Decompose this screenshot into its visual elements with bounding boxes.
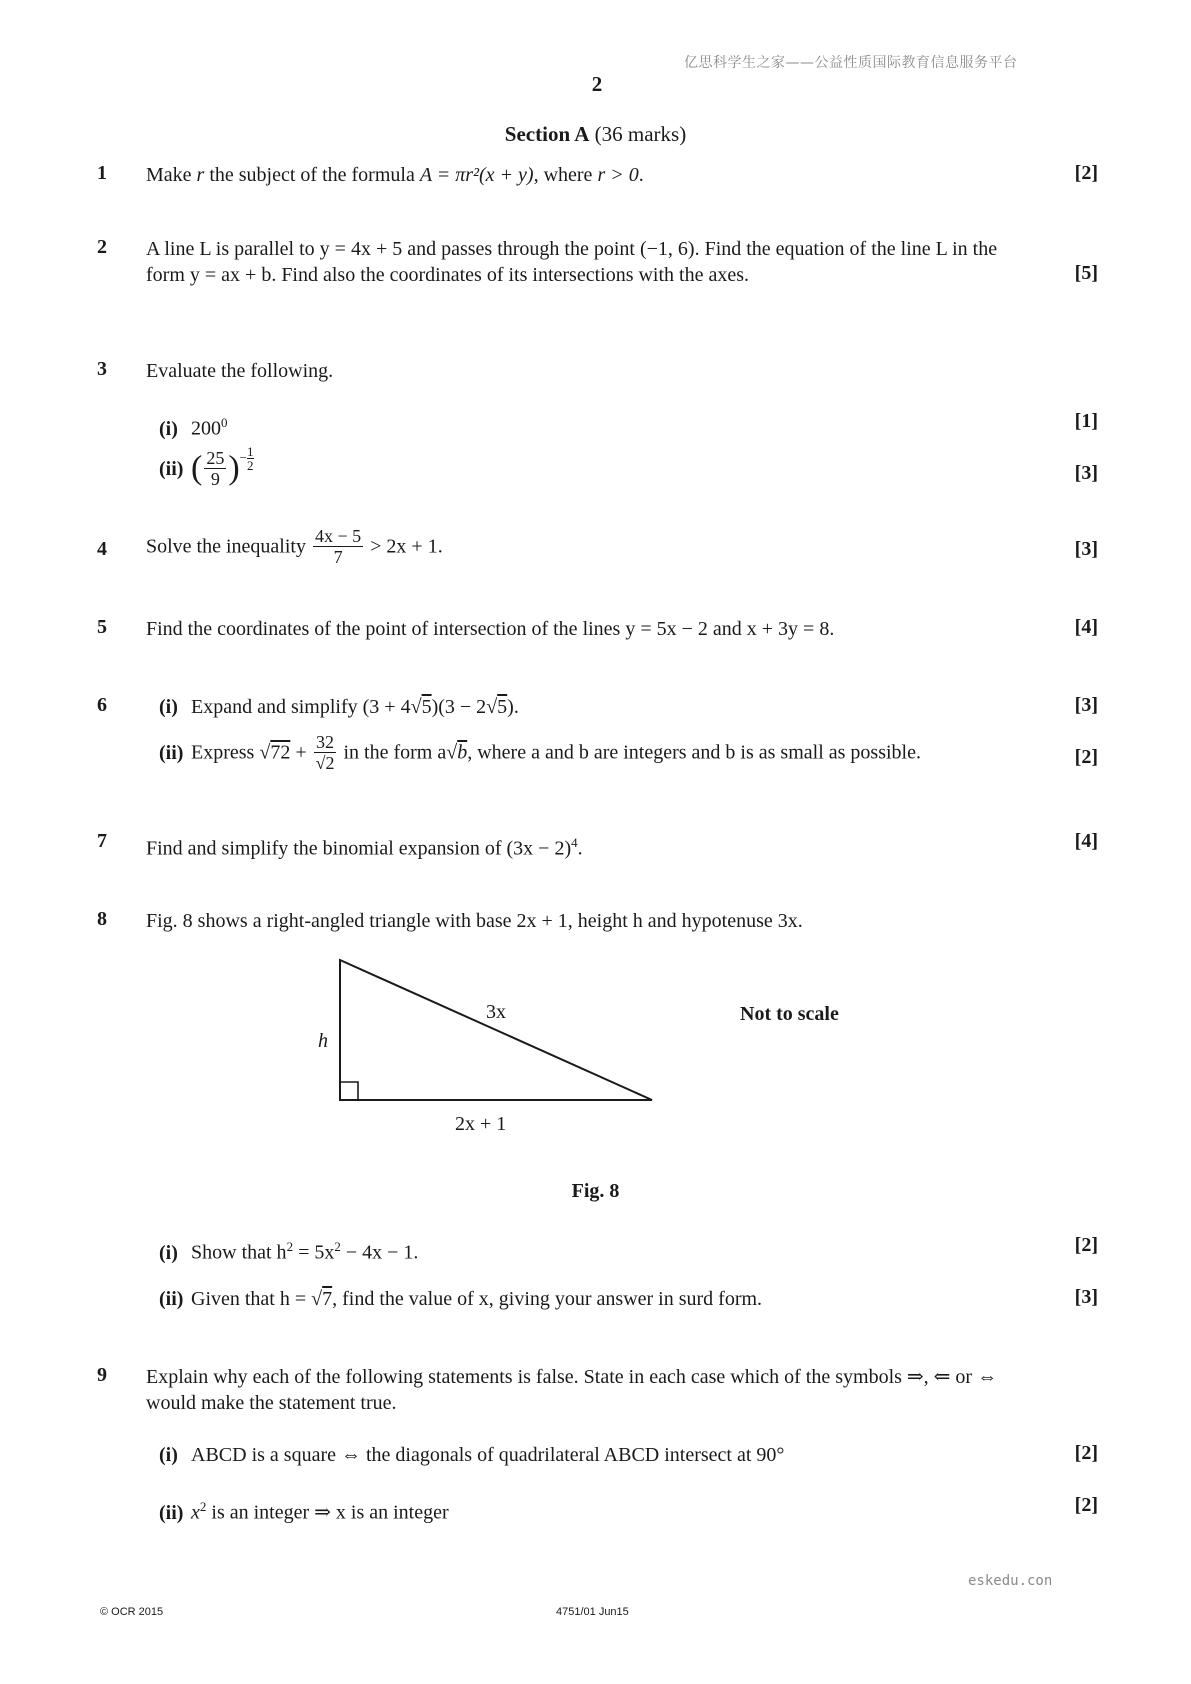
open-paren: ( xyxy=(191,449,203,487)
q3-part-i xyxy=(159,410,228,442)
sqrt-value: 7 xyxy=(322,1288,333,1310)
figure-caption: Fig. 8 xyxy=(571,1180,620,1202)
q8ii-text-a: Given that h = xyxy=(191,1288,312,1310)
question-1-text xyxy=(146,162,644,188)
q1-formula: A = πr²(x + y) xyxy=(419,164,534,186)
q1-text-b: the subject of the formula xyxy=(204,164,420,186)
marks: [3] xyxy=(1074,694,1098,716)
q8-text-a: Show that h xyxy=(191,1241,287,1264)
fraction-denominator: 7 xyxy=(333,547,343,567)
q8-part-i xyxy=(159,1234,418,1266)
exponent-numerator: 1 xyxy=(247,443,254,459)
q4-rhs: > 2x + 1. xyxy=(370,535,443,558)
footer-paper-code: 4751/01 Jun15 xyxy=(556,1606,629,1618)
question-5-text: Find the coordinates of the point of intersection of the lines y = 5x − 2 and x + 3y = 8. xyxy=(146,618,835,640)
marks: [2] xyxy=(1074,746,1098,768)
question-number: 7 xyxy=(97,830,107,852)
marks: [3] xyxy=(1074,1286,1098,1308)
question-number: 1 xyxy=(97,162,107,184)
page-number: 2 xyxy=(591,72,603,96)
sqrt-value: b xyxy=(457,741,468,764)
fraction-denominator: 9 xyxy=(210,469,220,489)
question-number: 2 xyxy=(97,236,107,258)
sqrt-value: 2 xyxy=(325,753,335,773)
q6-fraction xyxy=(314,732,337,773)
marks: [2] xyxy=(1074,1234,1098,1256)
q9-text-b: is an integer ⇒ x is an integer xyxy=(206,1501,449,1524)
q7-text: Find and simplify the binomial expansion of (3x − 2) xyxy=(146,837,572,860)
q6-part-ii: (ii) Express √72 + $\frac{32}{√2}$ in the form a√b, where a and b are integers and b is as small as possible. xyxy=(159,732,921,773)
question-number: 3 xyxy=(97,358,107,380)
q6-text-a: Expand and simplify (3 + 4 xyxy=(191,696,411,718)
q3-exponent xyxy=(240,444,254,472)
sqrt-value: 5 xyxy=(421,696,432,718)
part-label: (i) xyxy=(159,1241,178,1264)
q7-end: . xyxy=(577,837,583,860)
exponent: 2 xyxy=(334,1239,341,1254)
q6-text-c: ). xyxy=(507,696,519,718)
marks: [2] xyxy=(1074,1442,1098,1464)
exponent-fraction xyxy=(247,445,254,472)
exponent-denominator: 2 xyxy=(247,457,254,473)
q8ii-text-b: , find the value of x, giving your answer in surd form. xyxy=(332,1288,763,1310)
marks: [4] xyxy=(1074,616,1098,638)
q3-fraction xyxy=(204,448,226,489)
question-number: 8 xyxy=(97,908,107,930)
section-marks: (36 marks) xyxy=(594,122,687,146)
fraction-numerator: 25 xyxy=(206,448,225,468)
fraction-numerator: 32 xyxy=(314,732,337,753)
triangle-shape xyxy=(340,960,652,1100)
marks: [5] xyxy=(1074,262,1098,284)
plus-sign: + xyxy=(290,741,312,764)
q7-exponent: 4 xyxy=(571,835,578,850)
part-label: (ii) xyxy=(159,1501,184,1524)
question-2-line-2: form y = ax + b. Find also the coordinates of its intersections with the axes. xyxy=(146,264,749,286)
part-label: (ii) xyxy=(159,741,184,764)
question-7-text xyxy=(146,830,583,862)
triangle-height-label: h xyxy=(318,1030,328,1052)
q3-part-ii xyxy=(159,443,254,489)
q6ii-text-c: , where a and b are integers and b is as small as possible. xyxy=(467,741,921,764)
question-9-line-2: would make the statement true. xyxy=(146,1392,397,1414)
sqrt-value: 72 xyxy=(270,741,291,764)
close-paren: ) xyxy=(228,449,240,487)
question-9-line-1: Explain why each of the following statements is false. State in each case which of the symbols ⇒, ⇐ or ⇔ xyxy=(146,1366,998,1388)
marks: [1] xyxy=(1074,410,1098,432)
q8-text-c: − 4x − 1. xyxy=(340,1241,419,1264)
question-number: 6 xyxy=(97,694,107,716)
not-to-scale-note: Not to scale xyxy=(740,1003,839,1025)
q3-exponent: 0 xyxy=(221,415,228,430)
marks: [4] xyxy=(1074,830,1098,852)
fraction-denominator: √2 xyxy=(315,753,335,773)
question-number: 9 xyxy=(97,1364,107,1386)
q4-text: Solve the inequality xyxy=(146,535,306,558)
part-label: (i) xyxy=(159,1444,178,1466)
q9-text: ABCD is a square ⇔ the diagonals of quadrilateral ABCD intersect at 90° xyxy=(191,1444,785,1466)
watermark-bottom: eskedu.con xyxy=(968,1573,1053,1589)
triangle-hypotenuse-label: 3x xyxy=(486,1001,506,1023)
q9-var-x: x xyxy=(191,1501,200,1524)
triangle-figure xyxy=(300,950,680,1130)
exponent: 2 xyxy=(286,1239,294,1254)
question-number: 5 xyxy=(97,616,107,638)
part-label: (i) xyxy=(159,696,178,718)
part-label: (ii) xyxy=(159,1288,184,1310)
question-number: 4 xyxy=(97,538,107,560)
q1-text-c: , where xyxy=(533,164,598,186)
marks: [3] xyxy=(1074,538,1098,560)
q1-text-a: Make xyxy=(146,164,197,186)
question-3-text: Evaluate the following. xyxy=(146,360,334,382)
q6ii-text-a: Express xyxy=(191,741,260,764)
marks: [2] xyxy=(1074,1494,1098,1516)
section-title xyxy=(0,122,1191,147)
q1-var-r: r xyxy=(196,164,205,186)
watermark-top: 亿思科学生之家——公益性质国际教育信息服务平台 xyxy=(684,55,1018,71)
exponent-sign: − xyxy=(239,450,247,466)
exponent: 2 xyxy=(199,1499,207,1514)
footer-copyright: © OCR 2015 xyxy=(100,1606,164,1618)
q6-text-b: )(3 − 2 xyxy=(431,696,487,718)
q4-fraction xyxy=(313,526,363,567)
q9-part-i xyxy=(159,1442,784,1468)
q9-part-ii xyxy=(159,1494,449,1526)
question-4-text xyxy=(146,526,443,567)
marks: [2] xyxy=(1074,162,1098,184)
q6ii-text-b: in the form a xyxy=(338,741,447,764)
section-name: Section A xyxy=(504,122,590,146)
question-2-line-1: A line L is parallel to y = 4x + 5 and passes through the point (−1, 6). Find the equation of the line L in the xyxy=(146,238,998,260)
q1-text-d: . xyxy=(638,164,644,186)
right-angle-marker xyxy=(340,1082,358,1100)
question-8-text: Fig. 8 shows a right-angled triangle with base 2x + 1, height h and hypotenuse 3x. xyxy=(146,910,803,932)
q6-part-i: (i) Expand and simplify (3 + 4√5)(3 − 2√5). xyxy=(159,696,519,718)
triangle-base-label: 2x + 1 xyxy=(455,1113,507,1135)
marks: [3] xyxy=(1074,462,1098,484)
q3-base: 200 xyxy=(191,417,221,440)
q8-text-b: = 5x xyxy=(293,1241,335,1264)
part-label: (ii) xyxy=(159,457,184,480)
part-label: (i) xyxy=(159,417,178,440)
q8-part-ii: (ii) Given that h = √7, find the value of x, giving your answer in surd form. xyxy=(159,1288,763,1310)
sqrt-value: 5 xyxy=(497,696,508,718)
fraction-numerator: 4x − 5 xyxy=(314,526,362,546)
q1-condition: r > 0 xyxy=(597,164,639,186)
